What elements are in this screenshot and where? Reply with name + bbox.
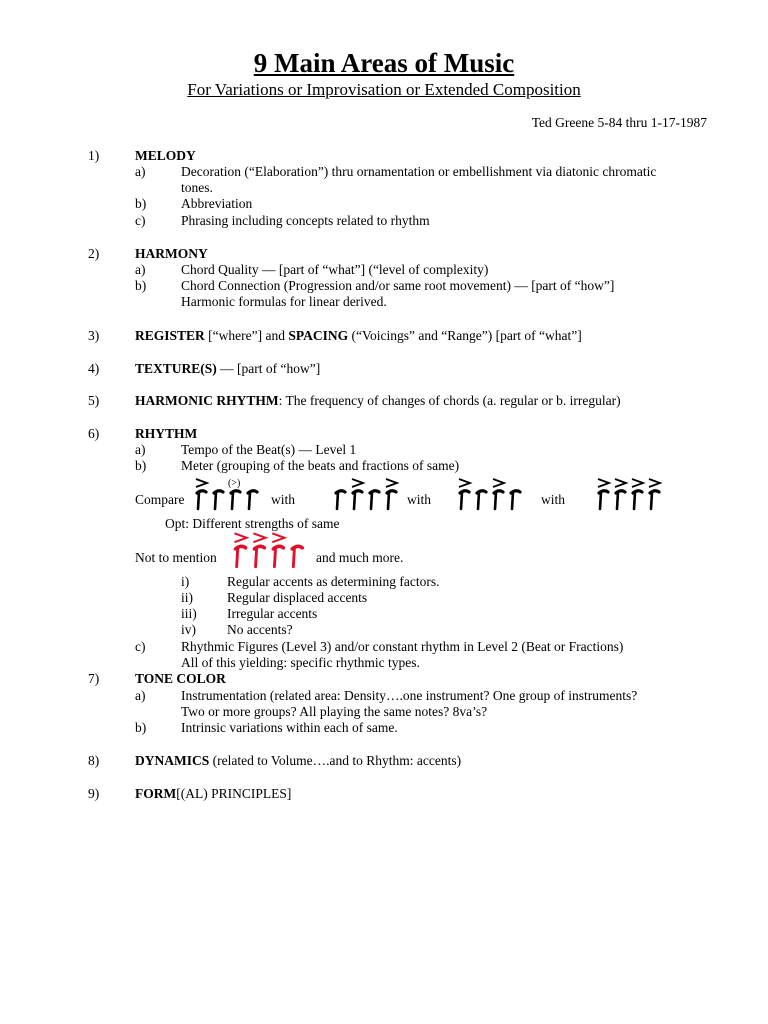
item-label: a)	[135, 262, 146, 277]
note-mark	[292, 546, 302, 566]
note-mark	[231, 491, 240, 509]
section-heading-melody: MELODY	[135, 148, 196, 163]
subitem-label: ii)	[181, 590, 193, 605]
note-mark	[353, 491, 362, 509]
note-mark	[248, 491, 257, 509]
optional-accent-label: (>)	[228, 478, 241, 489]
accent-mark	[649, 479, 660, 487]
item-text: Phrasing including concepts related to rhythm	[181, 213, 430, 228]
item-label: a)	[135, 688, 146, 703]
item-label: b)	[135, 278, 147, 293]
note-mark	[477, 491, 486, 509]
item-text: Harmonic formulas for linear derived.	[181, 294, 387, 309]
subitem-text: No accents?	[227, 622, 293, 637]
section-heading-tone-color: TONE COLOR	[135, 671, 226, 686]
item-label: c)	[135, 213, 146, 228]
note-mark	[214, 491, 223, 509]
subitem-label: iii)	[181, 606, 197, 621]
item-label: b)	[135, 458, 147, 473]
section-heading-form: FORM[(AL) PRINCIPLES]	[135, 786, 292, 801]
note-mark	[387, 491, 396, 509]
item-text: Abbreviation	[181, 196, 253, 211]
opt-text: Opt: Different strengths of same	[165, 516, 340, 531]
section-heading-harmony: HARMONY	[135, 246, 208, 261]
subitem-label: iv)	[181, 622, 196, 637]
section-number: 9)	[88, 786, 100, 801]
page-subtitle: For Variations or Improvisation or Extended Composition	[187, 80, 581, 99]
note-mark	[370, 491, 379, 509]
item-label: b)	[135, 196, 147, 211]
with-label: with	[271, 492, 296, 507]
item-label: b)	[135, 720, 147, 735]
author-date: Ted Greene 5-84 thru 1-17-1987	[531, 115, 707, 130]
with-label: with	[407, 492, 432, 507]
item-label: a)	[135, 164, 146, 179]
item-text: Two or more groups? All playing the same notes? 8va’s?	[181, 704, 488, 719]
note-mark	[236, 546, 246, 566]
accent-mark	[352, 479, 363, 487]
page-title: 9 Main Areas of Music	[253, 48, 515, 78]
note-mark	[599, 491, 608, 509]
item-text: Tempo of the Beat(s) — Level 1	[181, 442, 357, 457]
item-label: c)	[135, 639, 146, 654]
subitem-text: Regular displaced accents	[227, 590, 368, 605]
item-text: All of this yielding: specific rhythmic types.	[181, 655, 420, 670]
item-text: tones.	[181, 180, 213, 195]
section-heading-dynamics: DYNAMICS (related to Volume….and to Rhythm: accents)	[135, 753, 462, 768]
subitem-text: Regular accents as determining factors.	[227, 574, 440, 589]
item-text: Chord Connection (Progression and/or same root movement) — [part of “how”]	[181, 278, 615, 293]
accent-mark	[598, 479, 609, 487]
item-text: Meter (grouping of the beats and fractions of same)	[181, 458, 460, 473]
accent-mark	[196, 479, 207, 487]
note-mark	[273, 546, 283, 566]
subitem-text: Irregular accents	[227, 606, 318, 621]
note-mark	[197, 491, 206, 509]
accent-mark	[632, 479, 643, 487]
section-heading-harmonic-rhythm: HARMONIC RHYTHM: The frequency of changes of chords (a. regular or b. irregular)	[135, 393, 621, 408]
section-number: 8)	[88, 753, 100, 768]
section-heading-texture: TEXTURE(S) — [part of “how”]	[135, 361, 321, 376]
rhythm-figure-accent-offbeats	[331, 476, 403, 512]
section-number: 3)	[88, 328, 100, 343]
note-mark	[460, 491, 469, 509]
item-label: a)	[135, 442, 146, 457]
compare-label: Compare	[135, 492, 185, 507]
rhythm-figure-accent-all	[594, 476, 666, 512]
section-number: 5)	[88, 393, 100, 408]
item-text: Chord Quality — [part of “what”] (“level of complexity)	[181, 262, 489, 277]
note-mark	[511, 491, 520, 509]
accent-mark	[253, 533, 265, 542]
accent-mark	[615, 479, 626, 487]
not-to-mention-label: Not to mention	[135, 550, 217, 565]
section-number: 6)	[88, 426, 100, 441]
section-number: 1)	[88, 148, 100, 163]
with-label: with	[541, 492, 566, 507]
note-mark	[616, 491, 625, 509]
note-mark	[633, 491, 642, 509]
accent-mark	[386, 479, 397, 487]
item-text: Rhythmic Figures (Level 3) and/or constant rhythm in Level 2 (Beat or Fractions)	[181, 639, 624, 654]
item-text: Instrumentation (related area: Density….one instrument? One group of instruments?	[181, 688, 638, 703]
accent-mark	[234, 533, 246, 542]
item-text: Decoration (“Elaboration”) thru ornamentation or embellishment via diatonic chromatic	[181, 164, 657, 179]
section-number: 7)	[88, 671, 100, 686]
rhythm-figure-accent-first	[192, 476, 264, 512]
subitem-label: i)	[181, 574, 190, 589]
note-mark	[254, 546, 264, 566]
accent-mark	[459, 479, 470, 487]
note-mark	[494, 491, 503, 509]
section-number: 4)	[88, 361, 100, 376]
item-text: Intrinsic variations within each of same.	[181, 720, 398, 735]
section-heading-register: REGISTER [“where”] and SPACING (“Voicings” and “Range”) [part of “what”]	[135, 328, 582, 343]
rhythm-figure-red-accents	[230, 530, 310, 570]
section-number: 2)	[88, 246, 100, 261]
note-mark	[336, 491, 345, 509]
and-more-label: and much more.	[316, 550, 404, 565]
section-heading-rhythm: RHYTHM	[135, 426, 198, 441]
rhythm-figure-accent-1-3	[455, 476, 527, 512]
accent-mark	[493, 479, 504, 487]
accent-mark	[272, 533, 284, 542]
note-mark	[650, 491, 659, 509]
